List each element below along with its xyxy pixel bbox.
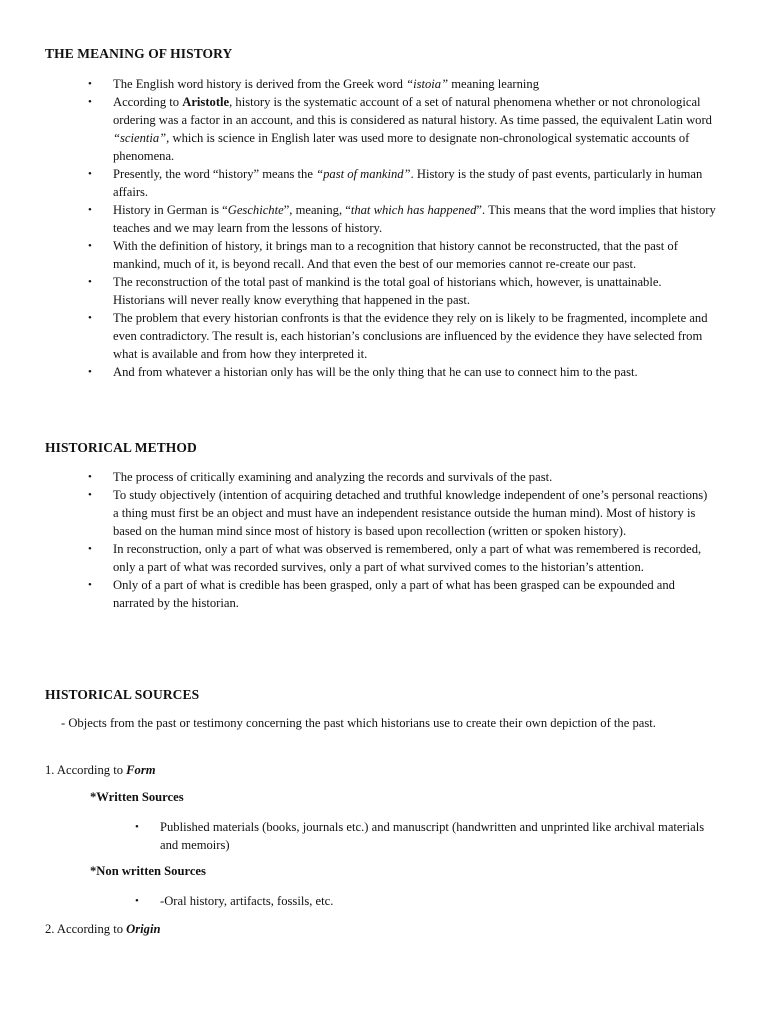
- form-label: Form: [126, 763, 156, 777]
- heading-historical-sources: HISTORICAL SOURCES: [45, 687, 200, 702]
- meaning-bullet-list: [88, 75, 716, 381]
- nonwritten-sources-list: [135, 892, 710, 910]
- bullet-icon: •: [88, 168, 92, 180]
- list-item: [88, 540, 716, 576]
- item-text: ”, meaning, “: [283, 203, 351, 217]
- list-item: [88, 237, 716, 273]
- nonwritten-sources-label: *Non written Sources: [90, 864, 206, 878]
- bullet-icon: •: [88, 240, 92, 252]
- method-bullet-list: [88, 468, 716, 612]
- sources-intro: - Objects from the past or testimony concerning the past which historians use to create their own depiction of the past.: [61, 716, 656, 730]
- list-item: [88, 363, 716, 381]
- item-italic: that which has happened: [350, 203, 477, 217]
- item-text: Presently, the word “history” means the: [113, 167, 317, 181]
- bullet-icon: •: [88, 471, 92, 483]
- bullet-icon: •: [135, 821, 139, 833]
- list-item: [88, 486, 716, 540]
- heading-meaning-of-history: THE MEANING OF HISTORY: [45, 46, 233, 61]
- item-text: And from whatever a historian only has will be the only thing that he can use to connect him to the past.: [113, 365, 638, 379]
- item-text: The English word history is derived from the Greek word: [113, 77, 407, 91]
- list-item: [135, 818, 710, 854]
- item-text: History in German is “: [113, 203, 228, 217]
- bullet-icon: •: [88, 579, 92, 591]
- bullet-icon: •: [88, 489, 92, 501]
- item-text: . History is the study of past events, particularly in human affairs.: [113, 167, 703, 199]
- according-to-origin: [45, 920, 160, 938]
- list-item: [88, 75, 716, 93]
- list-item: [88, 165, 716, 201]
- item-italic: “past of mankind”: [316, 167, 411, 181]
- item-text: , history is the systematic account of a set of natural phenomena whether or not chronological ordering was a factor in an account, and this is considered as natural history. As time passed, the equivalent Latin word: [113, 95, 712, 127]
- origin-prefix: 2. According to: [45, 922, 127, 936]
- written-sources-label: *Written Sources: [90, 790, 184, 804]
- item-text: The process of critically examining and analyzing the records and survivals of the past.: [113, 470, 553, 484]
- item-text: According to: [113, 95, 183, 109]
- item-text: Only of a part of what is credible has been grasped, only a part of what has been grasped can be expounded and narrated by the historian.: [113, 578, 675, 610]
- bullet-icon: •: [88, 78, 92, 90]
- bullet-icon: •: [88, 204, 92, 216]
- origin-label: Origin: [126, 922, 161, 936]
- list-item: [88, 93, 716, 165]
- bullet-icon: •: [88, 276, 92, 288]
- bullet-icon: •: [135, 895, 139, 907]
- list-item: [88, 309, 716, 363]
- item-text: The problem that every historian confronts is that the evidence they rely on is likely to be fragmented, incomplete and even contradictory. The result is, each historian’s conclusions are influenced by the evidence they have selected from what is available and from how they interpreted it.: [113, 311, 708, 361]
- item-text: In reconstruction, only a part of what was observed is remembered, only a part of what was remembered is recorded, only a part of what was recorded survives, only a part of what survived comes to the historian’s attention.: [113, 542, 702, 574]
- item-text: Published materials (books, journals etc.) and manuscript (handwritten and unprinted like archival materials and memoirs): [160, 820, 705, 852]
- list-item: [135, 892, 710, 910]
- heading-historical-method: HISTORICAL METHOD: [45, 440, 197, 455]
- according-to-form: [45, 761, 156, 779]
- item-bold: Aristotle: [182, 95, 230, 109]
- item-text: meaning learning: [448, 77, 540, 91]
- list-item: [88, 576, 716, 612]
- list-item: [88, 468, 716, 486]
- item-italic: “scientia”,: [113, 131, 170, 145]
- bullet-icon: •: [88, 312, 92, 324]
- item-text: The reconstruction of the total past of mankind is the total goal of historians which, however, is unattainable. Historians will never really know everything that happened in the past.: [113, 275, 662, 307]
- bullet-icon: •: [88, 543, 92, 555]
- form-prefix: 1. According to: [45, 763, 127, 777]
- written-sources-list: [135, 818, 710, 854]
- item-text: -Oral history, artifacts, fossils, etc.: [160, 894, 334, 908]
- item-text: To study objectively (intention of acquiring detached and truthful knowledge independent of one’s personal reactions) a thing must first be an object and must have an independent resistance outside the human mind). Most of history is based on the human mind since most of history is based upon recollection (written or spoken history).: [113, 488, 708, 538]
- list-item: [88, 201, 716, 237]
- item-text: With the definition of history, it brings man to a recognition that history cannot be reconstructed, that the past of mankind, much of it, is beyond recall. And that even the best of our memories cannot re-create our past.: [113, 239, 678, 271]
- item-text: ”. This means that the word implies that history teaches and we may learn from the lessons of history.: [113, 203, 716, 235]
- bullet-icon: •: [88, 96, 92, 108]
- item-italic: Geschichte: [227, 203, 284, 217]
- list-item: [88, 273, 716, 309]
- item-text: which is science in English later was used more to designate non-chronological systematic accounts of phenomena.: [113, 131, 690, 163]
- item-italic: “istoia”: [406, 77, 449, 91]
- bullet-icon: •: [88, 366, 92, 378]
